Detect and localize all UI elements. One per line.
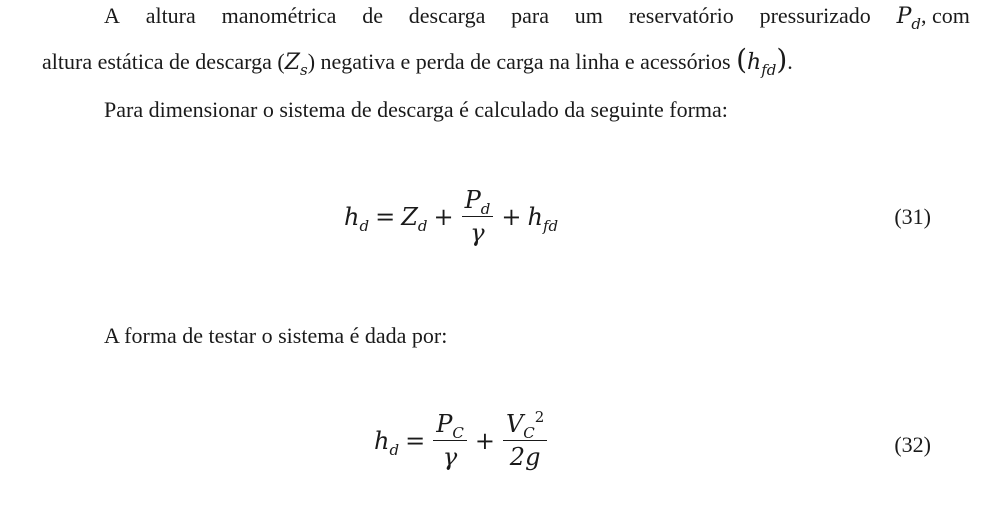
eq32-lhs: $h_d$ bbox=[374, 426, 400, 459]
paragraph-3: A forma de testar o sistema é dada por: bbox=[104, 323, 448, 348]
eq31-term-hfd: $h_{fd}$ bbox=[527, 202, 559, 235]
equation-number-32: (32) bbox=[894, 432, 931, 457]
inline-math-zs: $Z_s$ bbox=[284, 50, 308, 79]
word: A bbox=[104, 3, 120, 28]
eq31-fraction: $\frac{P_d}{\gamma}$ bbox=[462, 186, 494, 247]
paragraph-1-line-1 bbox=[104, 2, 970, 31]
eq31-term-zd: $Z_d$ bbox=[401, 202, 428, 235]
equation-number-31: (31) bbox=[894, 204, 931, 229]
paragraph-1-line-2: altura estática de descarga $(Z_s)$ negativa e perda de carga na linha e acessórios $(h_{fd})$. bbox=[42, 43, 793, 79]
word: manométrica bbox=[221, 3, 337, 28]
eq32-fraction-2: $\frac{V_C^2}{2g}$ bbox=[503, 410, 547, 471]
eq32-fraction-1: $\frac{P_C}{\gamma}$ bbox=[433, 410, 467, 471]
equation-31: $h_d$ = $Z_d$ + $\frac{P_d}{\gamma}$ + $h_{fd}$ bbox=[344, 186, 559, 247]
inline-math-hfd: $h_{fd}$ bbox=[747, 50, 777, 79]
inline-math-pd: $P_d$, com bbox=[896, 3, 970, 33]
word: para bbox=[511, 3, 549, 28]
word: reservatório bbox=[628, 3, 734, 28]
eq31-lhs: $h_d$ bbox=[344, 202, 370, 235]
word: um bbox=[574, 3, 603, 28]
equation-32: $h_d$ = $\frac{P_C}{\gamma}$ + $\frac{V_C^2}{2g}$ bbox=[374, 410, 549, 471]
word: de bbox=[362, 3, 383, 28]
word: altura bbox=[145, 3, 196, 28]
word: pressurizado bbox=[759, 3, 871, 28]
word: descarga bbox=[408, 3, 486, 28]
paragraph-2: Para dimensionar o sistema de descarga é calculado da seguinte forma: bbox=[104, 97, 728, 122]
